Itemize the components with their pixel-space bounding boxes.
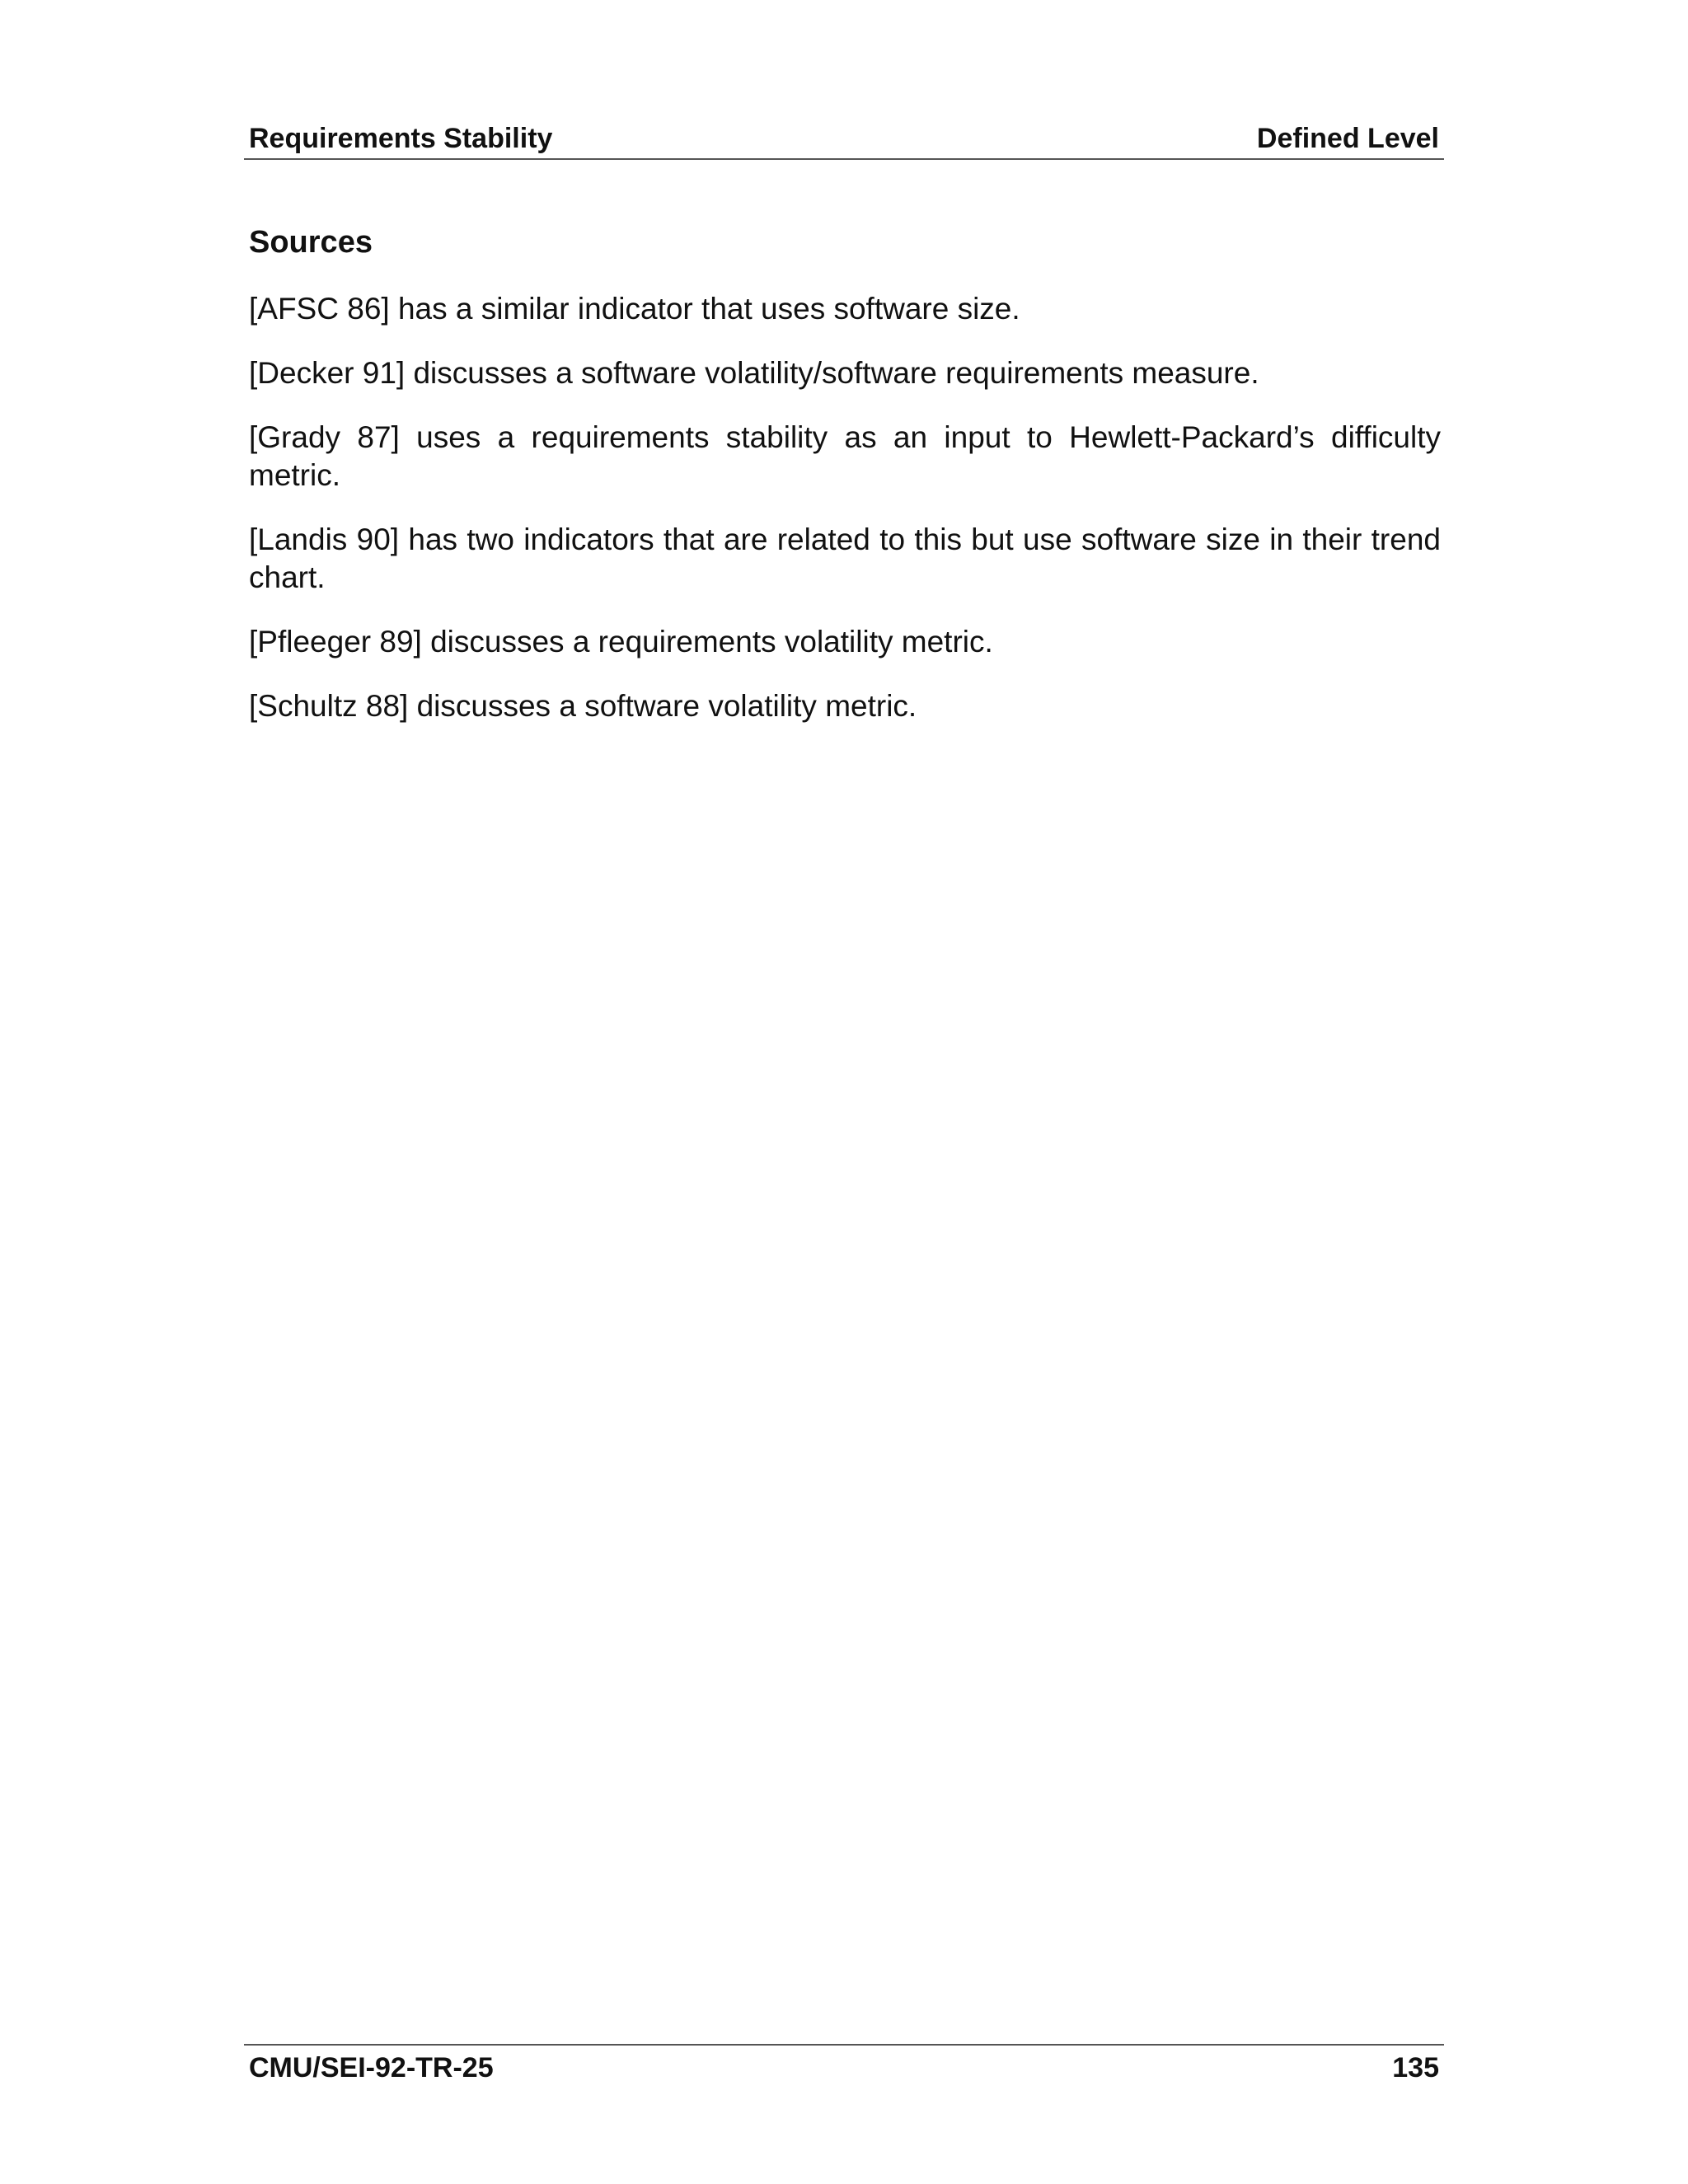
main-content [249, 221, 1441, 752]
section-heading: Sources [249, 225, 373, 260]
running-header-level: Defined Level [1256, 123, 1439, 154]
source-entry: [Schultz 88] discusses a software volatility metric. [249, 689, 917, 723]
page-number: 135 [1392, 2052, 1439, 2083]
source-entry: [AFSC 86] has a similar indicator that uses software size. [249, 292, 1020, 326]
running-header-title: Requirements Stability [249, 123, 553, 154]
report-number: CMU/SEI-92-TR-25 [249, 2052, 494, 2083]
source-entry: [Landis 90] has two indicators that are related to this but use software size in their trend chart. [249, 523, 1441, 594]
source-entry: [Pfleeger 89] discusses a requirements volatility metric. [249, 625, 993, 658]
page-footer [244, 2044, 1444, 2087]
page-header [244, 122, 1444, 160]
source-entry: [Grady 87] uses a requirements stability as an input to Hewlett-Packard’s difficulty metric. [249, 420, 1441, 492]
source-entry: [Decker 91] discusses a software volatility/software requirements measure. [249, 356, 1259, 390]
